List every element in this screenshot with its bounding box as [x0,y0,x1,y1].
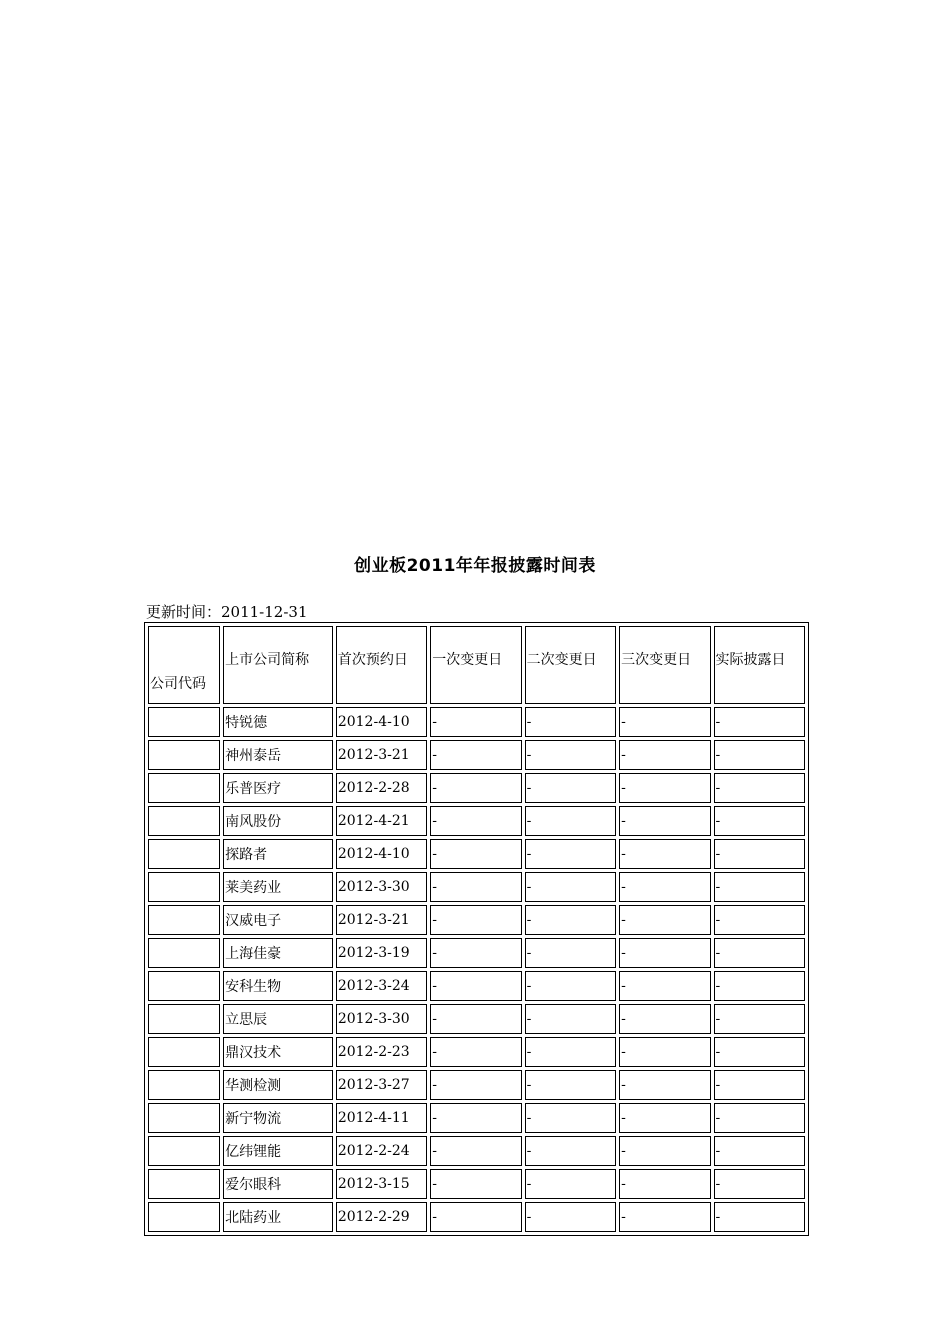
name-cell: 汉威电子 [223,905,333,935]
first-date-cell: 2012-3-30 [336,872,427,902]
change-1-cell: - [430,740,521,770]
update-time: 更新时间：2011-12-31 [146,603,308,621]
change-3-cell: - [619,1004,710,1034]
change-3-cell: - [619,1037,710,1067]
page-title: 创业板2011年年报披露时间表 [354,556,596,576]
change-1-cell: - [430,707,521,737]
change-3-cell: - [619,1103,710,1133]
change-2-cell: - [525,1070,616,1100]
actual-date-cell: - [714,773,805,803]
name-cell: 北陆药业 [223,1202,333,1232]
change-1-cell: - [430,872,521,902]
code-cell [148,839,220,869]
change-3-cell: - [619,740,710,770]
code-cell [148,1004,220,1034]
actual-date-cell: - [714,1037,805,1067]
table-row [148,1169,805,1199]
actual-date-cell: - [714,707,805,737]
code-cell [148,1103,220,1133]
table-row [148,773,805,803]
code-cell [148,1136,220,1166]
code-cell [148,1169,220,1199]
name-cell: 特锐德 [223,707,333,737]
change-2-cell: - [525,872,616,902]
first-date-cell: 2012-2-29 [336,1202,427,1232]
actual-date-cell: - [714,740,805,770]
code-cell [148,971,220,1001]
code-cell [148,806,220,836]
name-cell: 南风股份 [223,806,333,836]
name-cell: 鼎汉技术 [223,1037,333,1067]
change-3-cell: - [619,905,710,935]
table-header-row [148,626,805,704]
change-1-cell: - [430,1103,521,1133]
change-3-cell: - [619,1202,710,1232]
table-row [148,839,805,869]
actual-date-cell: - [714,1004,805,1034]
first-date-cell: 2012-3-24 [336,971,427,1001]
change-3-cell: - [619,938,710,968]
change-2-cell: - [525,806,616,836]
change-3-cell: - [619,707,710,737]
code-cell [148,1070,220,1100]
change-1-cell: - [430,1136,521,1166]
actual-date-cell: - [714,839,805,869]
header-cell-code: 公司代码 [148,626,220,704]
change-3-cell: - [619,1136,710,1166]
change-3-cell: - [619,1169,710,1199]
code-cell [148,773,220,803]
change-1-cell: - [430,971,521,1001]
change-1-cell: - [430,1037,521,1067]
header-cell-actual-date: 实际披露日 [714,626,805,704]
first-date-cell: 2012-4-11 [336,1103,427,1133]
table-row [148,1136,805,1166]
header-cell-change-2: 二次变更日 [525,626,616,704]
actual-date-cell: - [714,1202,805,1232]
name-cell: 亿纬锂能 [223,1136,333,1166]
actual-date-cell: - [714,1136,805,1166]
name-cell: 神州泰岳 [223,740,333,770]
name-cell: 安科生物 [223,971,333,1001]
change-1-cell: - [430,773,521,803]
table-row [148,806,805,836]
table-row [148,1070,805,1100]
actual-date-cell: - [714,905,805,935]
first-date-cell: 2012-4-10 [336,707,427,737]
change-2-cell: - [525,740,616,770]
code-cell [148,1202,220,1232]
change-3-cell: - [619,773,710,803]
change-2-cell: - [525,938,616,968]
header-cell-change-3: 三次变更日 [619,626,710,704]
disclosure-table-frame [144,622,809,1236]
change-3-cell: - [619,872,710,902]
code-cell [148,1037,220,1067]
code-cell [148,707,220,737]
change-1-cell: - [430,1202,521,1232]
change-3-cell: - [619,1070,710,1100]
code-cell [148,872,220,902]
name-cell: 上海佳豪 [223,938,333,968]
disclosure-table [145,623,808,1235]
change-1-cell: - [430,839,521,869]
table-row [148,1202,805,1232]
actual-date-cell: - [714,872,805,902]
change-2-cell: - [525,971,616,1001]
change-2-cell: - [525,1169,616,1199]
header-cell-change-1: 一次变更日 [430,626,521,704]
actual-date-cell: - [714,938,805,968]
code-cell [148,740,220,770]
name-cell: 探路者 [223,839,333,869]
change-2-cell: - [525,707,616,737]
code-cell [148,905,220,935]
table-row [148,872,805,902]
first-date-cell: 2012-3-21 [336,905,427,935]
name-cell: 爱尔眼科 [223,1169,333,1199]
actual-date-cell: - [714,1169,805,1199]
table-row [148,971,805,1001]
name-cell: 新宁物流 [223,1103,333,1133]
table-row [148,740,805,770]
code-cell [148,938,220,968]
change-2-cell: - [525,1037,616,1067]
change-1-cell: - [430,1169,521,1199]
change-2-cell: - [525,1136,616,1166]
name-cell: 立思辰 [223,1004,333,1034]
change-2-cell: - [525,1004,616,1034]
header-cell-first-date: 首次预约日 [336,626,427,704]
header-cell-name: 上市公司简称 [223,626,333,704]
actual-date-cell: - [714,1070,805,1100]
first-date-cell: 2012-3-27 [336,1070,427,1100]
first-date-cell: 2012-3-19 [336,938,427,968]
change-2-cell: - [525,1202,616,1232]
table-row [148,905,805,935]
change-1-cell: - [430,938,521,968]
change-3-cell: - [619,971,710,1001]
name-cell: 乐普医疗 [223,773,333,803]
change-1-cell: - [430,905,521,935]
change-1-cell: - [430,1004,521,1034]
change-2-cell: - [525,1103,616,1133]
table-row [148,938,805,968]
table-row [148,707,805,737]
change-2-cell: - [525,839,616,869]
table-body [148,626,805,1232]
first-date-cell: 2012-4-21 [336,806,427,836]
change-3-cell: - [619,839,710,869]
name-cell: 莱美药业 [223,872,333,902]
first-date-cell: 2012-3-30 [336,1004,427,1034]
first-date-cell: 2012-4-10 [336,839,427,869]
first-date-cell: 2012-3-15 [336,1169,427,1199]
actual-date-cell: - [714,806,805,836]
actual-date-cell: - [714,1103,805,1133]
change-2-cell: - [525,773,616,803]
change-3-cell: - [619,806,710,836]
actual-date-cell: - [714,971,805,1001]
table-row [148,1004,805,1034]
first-date-cell: 2012-2-23 [336,1037,427,1067]
change-1-cell: - [430,806,521,836]
table-row [148,1103,805,1133]
table-row [148,1037,805,1067]
first-date-cell: 2012-2-24 [336,1136,427,1166]
first-date-cell: 2012-3-21 [336,740,427,770]
name-cell: 华测检测 [223,1070,333,1100]
first-date-cell: 2012-2-28 [336,773,427,803]
change-2-cell: - [525,905,616,935]
change-1-cell: - [430,1070,521,1100]
